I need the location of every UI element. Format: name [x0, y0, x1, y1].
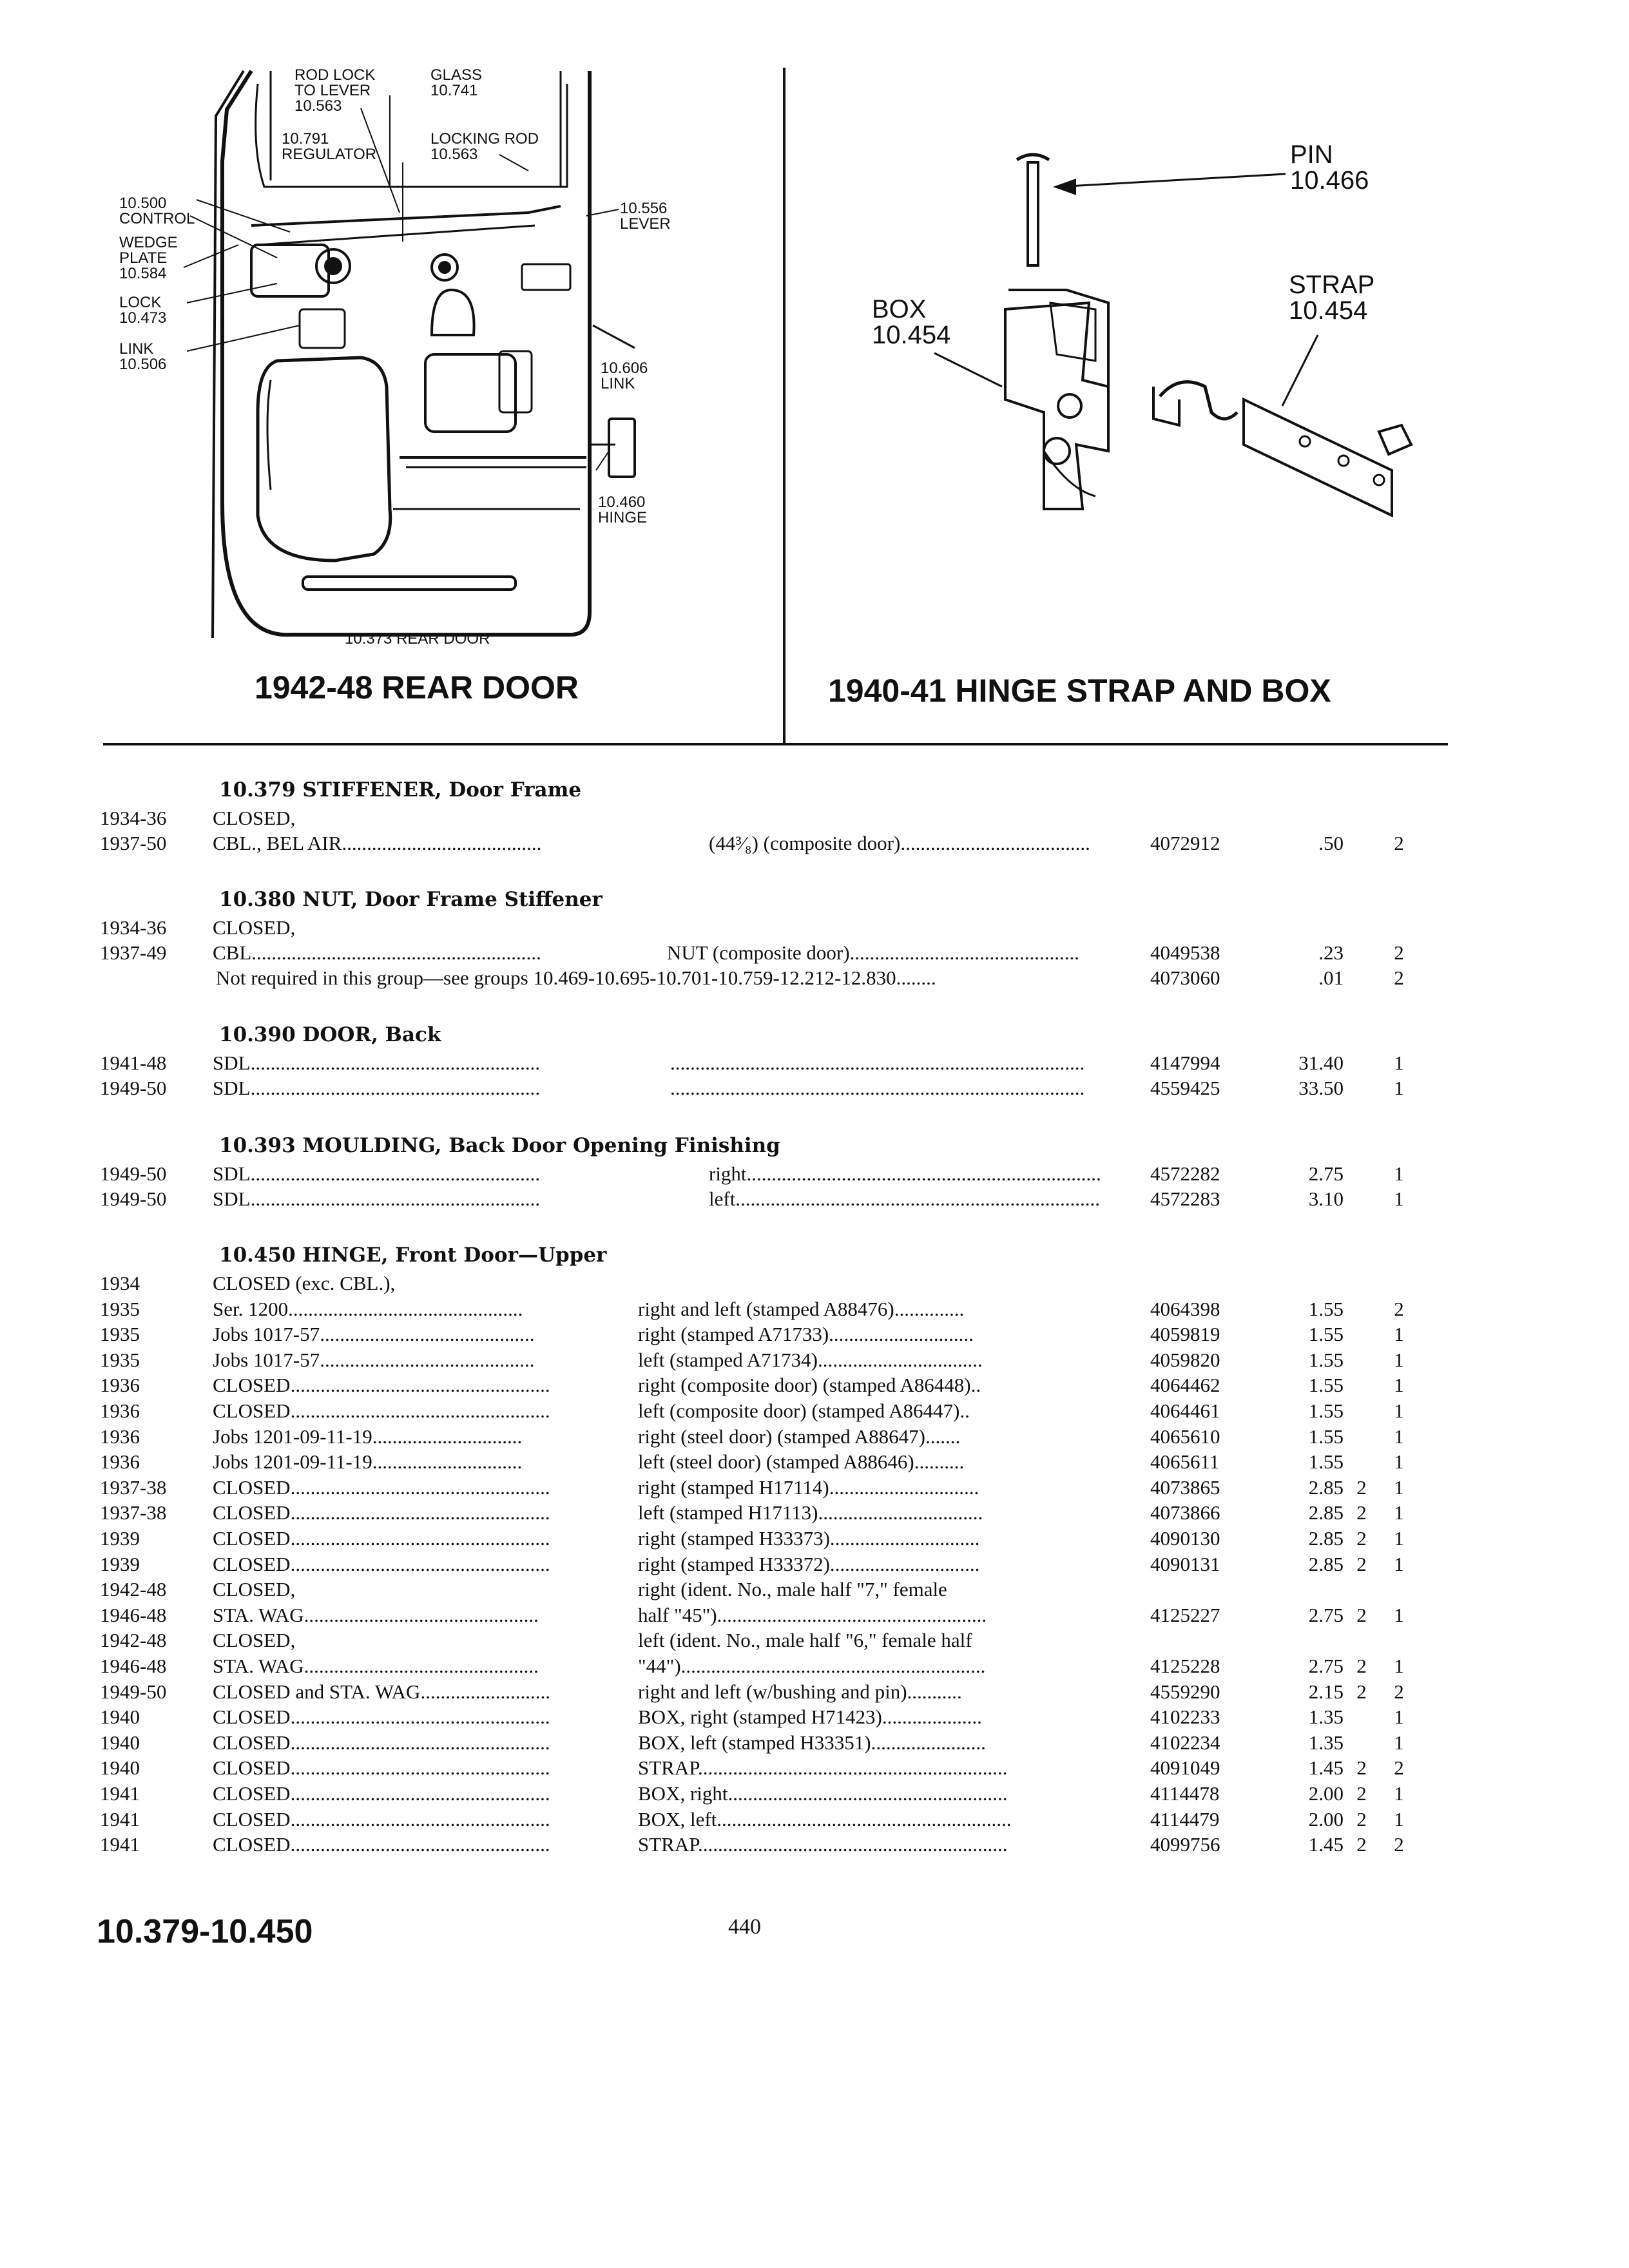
- row-model: SDL..........................................................: [213, 1187, 541, 1210]
- table-row: [0, 1730, 1629, 1756]
- row-quantity: 1: [1394, 1323, 1404, 1346]
- table-row: [0, 1755, 1629, 1781]
- row-price: 1.45: [1308, 1756, 1344, 1780]
- row-part-number: 4125228: [1150, 1655, 1220, 1677]
- row-quantity-group: 2: [1356, 1680, 1367, 1703]
- label-link-right: 10.606 LINK: [601, 360, 648, 392]
- row-years: 1949-50: [100, 1077, 167, 1099]
- row-part-number: 4090130: [1150, 1527, 1220, 1550]
- table-row: [0, 1321, 1629, 1347]
- row-part-number: 4049538: [1150, 941, 1220, 964]
- row-price: 1.55: [1308, 1297, 1344, 1320]
- row-part-number: 4064462: [1150, 1374, 1220, 1397]
- row-detail: right (steel door) (stamped A88647).......: [638, 1425, 961, 1448]
- row-quantity: 1: [1394, 1782, 1404, 1805]
- table-row: [0, 1050, 1629, 1076]
- row-part-number: 4147994: [1150, 1052, 1220, 1074]
- row-price: 2.00: [1308, 1782, 1344, 1805]
- label-glass: GLASS 10.741: [430, 66, 483, 99]
- row-price: 31.40: [1298, 1052, 1344, 1074]
- row-quantity: 1: [1394, 1052, 1404, 1074]
- row-price: 1.35: [1308, 1731, 1344, 1754]
- row-note: Not required in this group—see groups 10.469-10.695-10.701-10.759-12.212-12.830........: [216, 966, 936, 989]
- row-detail: ...................................................................................: [670, 1052, 1085, 1074]
- row-years: 1936: [100, 1399, 140, 1422]
- table-row: [0, 1602, 1629, 1628]
- row-part-number: 4099756: [1150, 1833, 1220, 1856]
- table-row: [0, 1781, 1629, 1807]
- row-price: 33.50: [1298, 1077, 1344, 1099]
- row-quantity: 1: [1394, 1374, 1404, 1397]
- row-model: CLOSED,: [213, 1629, 296, 1652]
- row-years: 1949-50: [100, 1680, 167, 1703]
- row-detail: half "45")......................................................: [638, 1603, 987, 1626]
- row-model: CLOSED....................................................: [213, 1807, 550, 1831]
- label-lever: 10.556 LEVER: [620, 200, 671, 233]
- row-detail: BOX, right (stamped H71423)....................: [638, 1706, 982, 1729]
- row-model: CLOSED....................................................: [213, 1782, 550, 1805]
- row-detail: right.......................................................................: [709, 1162, 1101, 1185]
- row-detail: right and left (stamped A88476)..............: [638, 1297, 965, 1320]
- label-locking-rod: LOCKING ROD 10.563: [430, 130, 539, 163]
- row-model: CLOSED,: [213, 916, 296, 939]
- label-regulator: 10.791 REGULATOR: [282, 130, 377, 163]
- row-detail: left (ident. No., male half "6," female half: [638, 1629, 972, 1652]
- row-model: Jobs 1201-09-11-19..............................: [213, 1425, 523, 1448]
- row-detail: STRAP..............................................................: [638, 1833, 1008, 1856]
- row-years: 1949-50: [100, 1162, 167, 1185]
- row-part-number: 4072912: [1150, 832, 1220, 854]
- section-heading: 10.390 DOOR, Back: [219, 1023, 441, 1046]
- table-row: [0, 805, 1629, 831]
- row-quantity: 1: [1394, 1552, 1404, 1575]
- row-price: 1.55: [1308, 1348, 1344, 1371]
- row-quantity: 2: [1394, 1833, 1404, 1856]
- row-years: 1934: [100, 1272, 140, 1294]
- table-row: [0, 1186, 1629, 1212]
- row-quantity: 1: [1394, 1187, 1404, 1210]
- label-link-left: LINK 10.506: [119, 340, 167, 373]
- table-row: [0, 1577, 1629, 1602]
- row-years: 1934-36: [100, 916, 167, 939]
- row-detail: STRAP..............................................................: [638, 1756, 1008, 1780]
- row-detail: "44").............................................................: [638, 1655, 986, 1677]
- row-quantity-group: 2: [1356, 1501, 1367, 1524]
- row-years: 1935: [100, 1323, 140, 1346]
- label-rear-door: 10.373 REAR DOOR: [345, 630, 490, 648]
- row-detail: right (stamped A71733).............................: [638, 1323, 974, 1346]
- group-range: 10.379-10.450: [97, 1913, 313, 1950]
- row-years: 1940: [100, 1706, 140, 1729]
- row-quantity: 2: [1394, 966, 1404, 989]
- row-model: CLOSED....................................................: [213, 1374, 550, 1397]
- row-price: 2.85: [1308, 1527, 1344, 1550]
- row-detail: NUT (composite door)..............................................: [667, 941, 1080, 964]
- row-years: 1946-48: [100, 1603, 167, 1626]
- row-quantity: 1: [1394, 1731, 1404, 1754]
- row-quantity: 1: [1394, 1706, 1404, 1729]
- row-price: 2.15: [1308, 1680, 1344, 1703]
- label-control: 10.500 CONTROL: [119, 195, 195, 227]
- row-quantity: 1: [1394, 1475, 1404, 1499]
- figure-caption-right: 1940-41 HINGE STRAP AND BOX: [828, 673, 1331, 709]
- row-detail: left (stamped A71734).................................: [638, 1348, 983, 1371]
- row-price: 1.55: [1308, 1450, 1344, 1474]
- row-price: 2.85: [1308, 1475, 1344, 1499]
- row-price: 2.85: [1308, 1552, 1344, 1575]
- label-lock: LOCK 10.473: [119, 294, 167, 327]
- row-part-number: 4559425: [1150, 1077, 1220, 1099]
- label-pin: PIN 10.466: [1290, 140, 1369, 195]
- row-years: 1936: [100, 1425, 140, 1448]
- row-years: 1939: [100, 1552, 140, 1575]
- row-part-number: 4059819: [1150, 1323, 1220, 1346]
- row-part-number: 4073060: [1150, 966, 1220, 989]
- row-years: 1946-48: [100, 1655, 167, 1677]
- table-row: [0, 1704, 1629, 1730]
- row-quantity: 2: [1394, 941, 1404, 964]
- row-model: CLOSED,: [213, 1578, 296, 1601]
- row-years: 1942-48: [100, 1629, 167, 1652]
- row-years: 1936: [100, 1450, 140, 1474]
- row-model: CLOSED....................................................: [213, 1475, 550, 1499]
- row-model: CLOSED and STA. WAG..........................: [213, 1680, 550, 1703]
- row-years: 1937-38: [100, 1475, 167, 1499]
- row-quantity-group: 2: [1356, 1782, 1367, 1805]
- row-years: 1941: [100, 1782, 140, 1805]
- table-row: [0, 1679, 1629, 1705]
- section-heading: 10.379 STIFFENER, Door Frame: [219, 778, 582, 802]
- row-part-number: 4090131: [1150, 1552, 1220, 1575]
- row-model: CLOSED....................................................: [213, 1552, 550, 1575]
- table-row: [0, 1075, 1629, 1101]
- row-years: 1941-48: [100, 1052, 167, 1074]
- row-quantity: 2: [1394, 1680, 1404, 1703]
- row-quantity: 1: [1394, 1077, 1404, 1099]
- row-part-number: 4572282: [1150, 1162, 1220, 1185]
- row-model: CLOSED,: [213, 807, 296, 829]
- table-row: [0, 1347, 1629, 1373]
- figure-area: [0, 0, 1629, 747]
- row-model: Ser. 1200...............................................: [213, 1297, 523, 1320]
- row-price: 2.75: [1308, 1603, 1344, 1626]
- table-row: [0, 965, 1629, 991]
- section-heading: 10.380 NUT, Door Frame Stiffener: [219, 888, 602, 911]
- table-row: [0, 1500, 1629, 1526]
- row-quantity: 2: [1394, 1756, 1404, 1780]
- row-part-number: 4064398: [1150, 1297, 1220, 1320]
- row-years: 1941: [100, 1833, 140, 1856]
- row-model: STA. WAG...............................................: [213, 1655, 539, 1677]
- row-quantity-group: 2: [1356, 1475, 1367, 1499]
- label-wedge-plate: WEDGE PLATE 10.584: [119, 234, 178, 282]
- row-price: 2.75: [1308, 1162, 1344, 1185]
- row-price: 1.35: [1308, 1706, 1344, 1729]
- row-price: 2.85: [1308, 1501, 1344, 1524]
- row-years: 1941: [100, 1807, 140, 1831]
- row-price: 1.55: [1308, 1374, 1344, 1397]
- row-part-number: 4114478: [1150, 1782, 1220, 1805]
- row-quantity: 1: [1394, 1399, 1404, 1422]
- table-row: [0, 831, 1629, 856]
- row-model: CBL., BEL AIR........................................: [213, 832, 542, 854]
- row-quantity: 1: [1394, 1501, 1404, 1524]
- row-quantity: 1: [1394, 1162, 1404, 1185]
- figure-linework: [0, 0, 1629, 747]
- row-quantity: 1: [1394, 1807, 1404, 1831]
- row-quantity-group: 2: [1356, 1756, 1367, 1780]
- row-years: 1937-38: [100, 1501, 167, 1524]
- row-price: 1.55: [1308, 1399, 1344, 1422]
- row-quantity: 2: [1394, 1297, 1404, 1320]
- label-hinge: 10.460 HINGE: [598, 494, 648, 526]
- row-model: CLOSED....................................................: [213, 1756, 550, 1780]
- table-row: [0, 1807, 1629, 1832]
- table-row: [0, 1475, 1629, 1501]
- row-detail: ...................................................................................: [670, 1077, 1085, 1099]
- row-price: .23: [1318, 941, 1344, 964]
- row-years: 1942-48: [100, 1578, 167, 1601]
- row-quantity-group: 2: [1356, 1655, 1367, 1677]
- row-part-number: 4073866: [1150, 1501, 1220, 1524]
- row-detail: right (stamped H33372)..............................: [638, 1552, 980, 1575]
- table-row: [0, 1653, 1629, 1679]
- row-model: CLOSED (exc. CBL.),: [213, 1272, 396, 1294]
- row-quantity: 1: [1394, 1425, 1404, 1448]
- row-years: 1937-50: [100, 832, 167, 854]
- row-detail: left.........................................................................: [709, 1187, 1101, 1210]
- table-row: [0, 1832, 1629, 1858]
- row-years: 1937-49: [100, 941, 167, 964]
- row-model: SDL..........................................................: [213, 1077, 541, 1099]
- row-detail: left (stamped H17113).................................: [638, 1501, 983, 1524]
- row-quantity-group: 2: [1356, 1833, 1367, 1856]
- table-row: [0, 1372, 1629, 1398]
- row-detail: right (ident. No., male half "7," female: [638, 1578, 947, 1601]
- row-detail: right (composite door) (stamped A86448)..: [638, 1374, 981, 1397]
- row-part-number: 4102233: [1150, 1706, 1220, 1729]
- row-years: 1936: [100, 1374, 140, 1397]
- row-detail: left (steel door) (stamped A88646)..........: [638, 1450, 965, 1474]
- row-part-number: 4559290: [1150, 1680, 1220, 1703]
- label-rod-lock: ROD LOCK TO LEVER 10.563: [294, 66, 376, 115]
- row-years: 1934-36: [100, 807, 167, 829]
- row-quantity: 1: [1394, 1450, 1404, 1474]
- row-price: 3.10: [1308, 1187, 1344, 1210]
- row-quantity: 1: [1394, 1348, 1404, 1371]
- row-part-number: 4572283: [1150, 1187, 1220, 1210]
- row-model: CLOSED....................................................: [213, 1706, 550, 1729]
- row-quantity: 1: [1394, 1603, 1404, 1626]
- row-price: .50: [1318, 832, 1344, 854]
- row-model: SDL..........................................................: [213, 1052, 541, 1074]
- row-model: CLOSED....................................................: [213, 1527, 550, 1550]
- row-part-number: 4073865: [1150, 1475, 1220, 1499]
- row-detail: right (stamped H33373)..............................: [638, 1527, 980, 1550]
- table-row: [0, 1552, 1629, 1577]
- table-row: [0, 1449, 1629, 1475]
- row-model: SDL..........................................................: [213, 1162, 541, 1185]
- table-row: [0, 1424, 1629, 1450]
- row-detail: right (stamped H17114)..............................: [638, 1475, 979, 1499]
- label-strap: STRAP 10.454: [1289, 271, 1375, 325]
- row-years: 1940: [100, 1756, 140, 1780]
- row-quantity: 1: [1394, 1527, 1404, 1550]
- row-model: CBL..........................................................: [213, 941, 541, 964]
- row-part-number: 4059820: [1150, 1348, 1220, 1371]
- row-part-number: 4091049: [1150, 1756, 1220, 1780]
- row-years: 1935: [100, 1348, 140, 1371]
- row-quantity-group: 2: [1356, 1552, 1367, 1575]
- table-row: [0, 1296, 1629, 1322]
- table-row: [0, 1161, 1629, 1187]
- row-detail: left (composite door) (stamped A86447)..: [638, 1399, 970, 1422]
- row-detail: (44³⁄₈) (composite door)......................................: [709, 832, 1090, 854]
- row-model: Jobs 1201-09-11-19..............................: [213, 1450, 523, 1474]
- row-quantity-group: 2: [1356, 1603, 1367, 1626]
- row-part-number: 4065611: [1150, 1450, 1220, 1474]
- row-part-number: 4065610: [1150, 1425, 1220, 1448]
- row-model: CLOSED....................................................: [213, 1833, 550, 1856]
- row-years: 1935: [100, 1297, 140, 1320]
- row-quantity-group: 2: [1356, 1807, 1367, 1831]
- row-price: 1.55: [1308, 1425, 1344, 1448]
- row-price: 1.55: [1308, 1323, 1344, 1346]
- row-price: 2.00: [1308, 1807, 1344, 1831]
- row-quantity-group: 2: [1356, 1527, 1367, 1550]
- row-price: .01: [1318, 966, 1344, 989]
- page-number: 440: [728, 1915, 761, 1939]
- row-model: CLOSED....................................................: [213, 1399, 550, 1422]
- table-row: [0, 1628, 1629, 1653]
- row-detail: right and left (w/bushing and pin)...........: [638, 1680, 962, 1703]
- label-box: BOX 10.454: [872, 295, 951, 349]
- section-heading: 10.450 HINGE, Front Door—Upper: [219, 1244, 607, 1267]
- row-part-number: 4125227: [1150, 1603, 1220, 1626]
- row-model: Jobs 1017-57...........................................: [213, 1323, 535, 1346]
- section-heading: 10.393 MOULDING, Back Door Opening Finishing: [219, 1134, 780, 1157]
- row-part-number: 4114479: [1150, 1807, 1220, 1831]
- row-quantity: 2: [1394, 832, 1404, 854]
- row-price: 1.45: [1308, 1833, 1344, 1856]
- row-detail: BOX, left...........................................................: [638, 1807, 1012, 1831]
- row-part-number: 4102234: [1150, 1731, 1220, 1754]
- row-model: Jobs 1017-57...........................................: [213, 1348, 535, 1371]
- table-row: [0, 1398, 1629, 1424]
- table-row: [0, 940, 1629, 966]
- row-part-number: 4064461: [1150, 1399, 1220, 1422]
- row-quantity: 1: [1394, 1655, 1404, 1677]
- row-years: 1949-50: [100, 1187, 167, 1210]
- row-detail: BOX, right........................................................: [638, 1782, 1008, 1805]
- row-model: CLOSED....................................................: [213, 1501, 550, 1524]
- row-years: 1939: [100, 1527, 140, 1550]
- table-row: [0, 1526, 1629, 1552]
- row-price: 2.75: [1308, 1655, 1344, 1677]
- row-model: CLOSED....................................................: [213, 1731, 550, 1754]
- table-row: [0, 915, 1629, 941]
- figure-caption-left: 1942-48 REAR DOOR: [255, 669, 579, 706]
- row-years: 1940: [100, 1731, 140, 1754]
- row-model: STA. WAG...............................................: [213, 1603, 539, 1626]
- table-row: [0, 1271, 1629, 1296]
- row-detail: BOX, left (stamped H33351).......................: [638, 1731, 986, 1754]
